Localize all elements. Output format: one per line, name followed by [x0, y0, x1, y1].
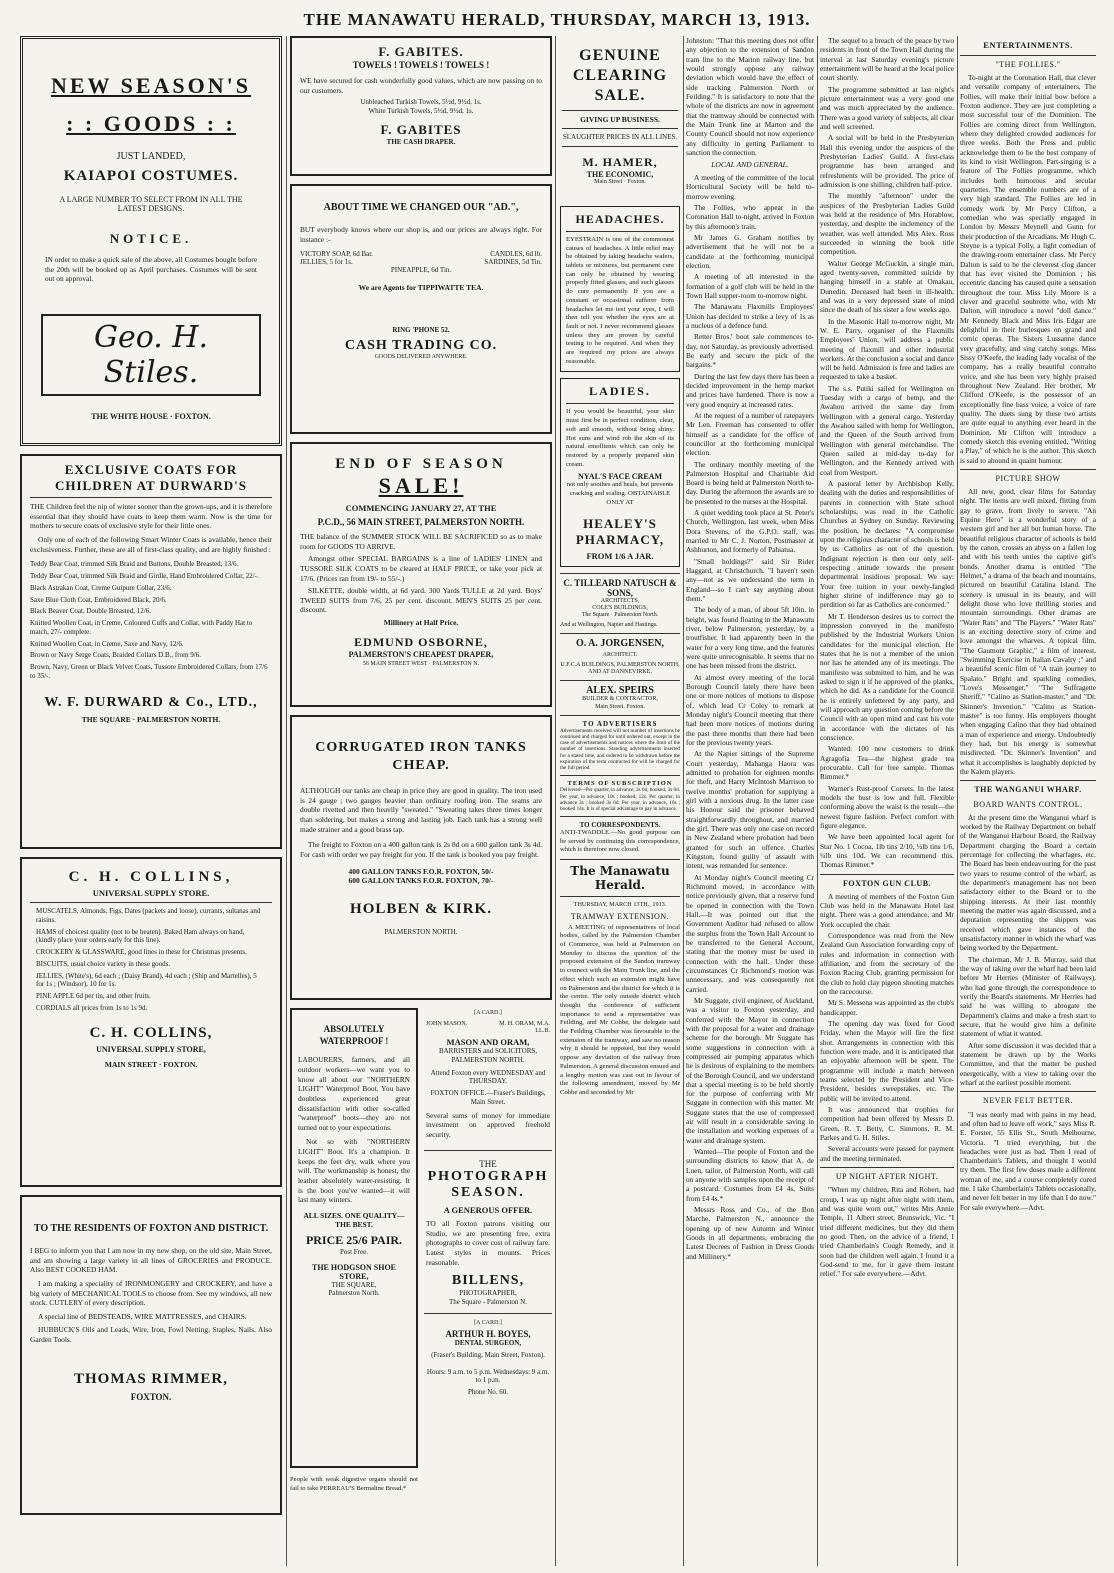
holben-name: HOLBEN & KIRK. — [350, 901, 492, 918]
hamer-name: M. HAMER, — [582, 154, 658, 169]
ladies-advert — [560, 378, 680, 567]
column-6 — [960, 36, 1096, 1214]
jorgensen-name: O. A. JORGENSEN, — [575, 637, 665, 649]
stiles-select: A LARGE NUMBER TO SELECT FROM IN ALL THE LATEST DESIGNS. — [59, 195, 243, 213]
hamer-advert — [560, 36, 680, 188]
card-text: Several sums of money for immediate investment on approved freehold security. — [426, 1110, 550, 1139]
osborne-text3: SILKETTE, double width, at 6d yard. 300 Yards TULLE at 2d yard. Boys' TWEED SUITS from 7/6, 25 per cent. discount. MEN'S SUITS 25 per cent. discount. — [300, 586, 542, 615]
tramway-text: A MEETING of representatives of local bodies, called by the Palmerston Chamber of Commerce, was held at Palmerston on Monday to discuss the question of the proposed extension of the Sandon tramway to connect with the Main Trunk line, and the effect which such an extension might have on Palmerston and the district for which it is the centre. The only outside district which thought the conference of sufficient importance to send a representative was Feilding, and Mr Cobbe, the delegate said the Feilding Chamber was favourable to the extension of the tramway, and saw no reason why it should be opposed, but they would oppose any deviation of the railway from Palmerston. A general discussion ensued and a lengthy motion was cast out in favour of the following amendment, moved by Mr Cobbe and seconded by Mr — [560, 923, 680, 1096]
card-attend: Attend Foxton every WEDNESDAY and THURSDAY. — [430, 1068, 546, 1086]
osborne-text2: Amongst other SPECIAL BARGAINS is a line of LADIES' LINEN and TUSSORE SILK COATS to be cleared at HALF PRICE, or take your pick at 17/6. (Prices ran from 19/- to 55/-.) — [300, 554, 542, 583]
column-rule — [957, 36, 958, 1566]
news-paragraph: The chairman, Mr J. B. Murray, said that the way of taking over the wharf had been laid before Mr Herries (Minister of Railways), who had gone through the correspondence to verify the Board's statements. Mr Herries had said he was willing to abrogate the Department's claims and make a fresh start to secure, that he would give him a definite statement of what it wanted. — [960, 954, 1096, 1039]
news-paragraph: Wanted—The people of Foxton and the surrounding districts to know that A. de Luen, tailor, of Palmerston North, will call on anyone with samples upon the receipt of a postcard. Costumes from £4 4s, Suits from £4 4s.* — [686, 1147, 814, 1203]
billens-title: PHOTOGRAPH SEASON. — [427, 1168, 549, 1201]
stiles-advert — [20, 36, 282, 446]
ladies-name: HEALEY'S PHARMACY, — [575, 515, 665, 547]
billens-address: The Square - Palmerston N. — [449, 1298, 527, 1307]
news-paragraph: Several accounts were passed for payment and the meeting terminated. — [820, 1144, 954, 1163]
news-paragraph: The s.s. Putiki sailed for Wellington on Tuesday with a cargo of hemp, and the Awahou arrived the same day from Wellington with a general cargo. Yesterday the Awahou sailed with hemp for Wellington, and the Queen of the South arrived from Wellington with general merchandise. The Queen sailed at mid-day to-day for Wellington, and the Kennedy arrived with coal from Westport. — [820, 383, 954, 477]
headaches-advert — [560, 206, 680, 373]
osborne-pcd: P.C.D., 56 MAIN STREET, PALMERSTON NORTH. — [317, 517, 525, 527]
hodgson-name: THE HODGSON SHOE STORE, — [311, 1262, 397, 1281]
rimmer-advert — [20, 1195, 282, 1515]
collins-name: C. H. COLLINS, — [89, 1024, 213, 1041]
list-item: Brown or Navy Serge Coats, Braided Collars D.B., from 9/6. — [30, 651, 201, 660]
news-paragraph: To-night at the Coronation Hall, that clever and versatile company of entertainers, The Follies, will make their initial bow before a Foxton audience. They are just completing a most successful tour of the Dominion. The Follies are coming direct from Wellington, where they delighted crowded audiences for three weeks. Both the Press and public acknowledge them to be the best company of its kind to visit Wellington. Part-singing is a feature of The Follies programme, which includes both humorous and secular quartettes. The ensemble numbers are of a very high standard. The Follies are led in comedy work by Mr Percy Clifton, a comedian who was specially engaged in London by Messrs Meynell and Gunn for their production of the Arcadians. Mr Hugh C. Steyne is a typical Folly, a light comedian of the drawing-room entertainer class. Mr Percy Dalton is said to be the cleverest clog dancer that has ever visited the Dominion ; his eccentric dancing has caused quite a sensation throughout the tour. Miss Lily Moore is a clever and graceful soubrette who, with Mr Dalton, will introduce a novel "doll dance." Mr Kennedy Black and Miss Iris Edgar are delightful in their burlesques on grand and comic operas. The Sisters Lussanne dance very gracefully, and sing catchy songs. Miss Sissy O'Keefe, the leading lady vocalist of the company, has a really beautiful contralto voice, and she has been very highly praised throughout New Zealand. Her brother, Mr Clifford O'Keefe, is the possessor of an exceptionally fine bass voice, a voice of rare quality. The duets sung by these two artists are quite equal to anything ever heard in the Dominion. Mr Clifton will introduce a comedy sketch this evening entitled, "Writing a Play," of which he is the author. This sketch is said to abound in quaint humour. — [960, 73, 1096, 465]
hamer-address: Main Street · Foxton. — [594, 178, 646, 185]
news-paragraph: The programme submitted at last night's picture entertainment was a very good one and was much appreciated by the audience. There was a good variety of subjects, all clear and well screened. — [820, 84, 954, 131]
holben-title: CORRUGATED IRON TANKS CHEAP. — [315, 740, 527, 773]
durward-advert — [20, 454, 282, 849]
boyes-card — [424, 1318, 552, 1399]
card-label: [A CARD.] — [474, 1319, 502, 1326]
boyes-address: (Fraser's Building, Main Street, Foxton). — [431, 1350, 545, 1359]
news-paragraph: At the request of a number of ratepayers Mr Len. Freeman has consented to offer himself as a candidate for the office of councillor at the forthcoming municipal election. — [686, 410, 814, 458]
gabites-name2: F. GABITES — [380, 121, 462, 137]
column-2 — [290, 36, 552, 1493]
list-item: Knitted Woollen Coat, in Creme, Saxe and Navy, 12/6. — [30, 639, 184, 648]
speirs-addr: Main Street. Foxton. — [595, 703, 645, 710]
rimmer-name: THOMAS RIMMER, — [74, 1370, 228, 1387]
hodgson-text2: Not so with "NORTHERN LIGHT" Boot. It's a champion. It keeps the feet dry, walk where you will. The workmanship is honest, the leather absolutely water-resisting. It is the boot you've wanted—it will last many winters. — [298, 1137, 410, 1205]
list-item: HAMS of choicest quality (not to be beaten). Baked Ham always on hand, (kindly place your orders early for this line). — [36, 927, 245, 945]
rimmer-text4: HUBBUCK'S Oils and Leads, Wire, Iron, Fowl Netting, Staples, Nails. Also Garden Tools. — [30, 1325, 272, 1344]
hodgson-sizes: ALL SIZES. ONE QUALITY—THE BEST. — [303, 1210, 405, 1229]
gabites-towels: TOWELS ! TOWELS ! TOWELS ! — [352, 60, 490, 70]
card-sub: BARRISTERS and SOLICITORS, PALMERSTON NORTH. — [438, 1047, 538, 1064]
wharf-subtitle: BOARD WANTS CONTROL. — [973, 799, 1083, 809]
news-paragraph: All new, good, clear films for Saturday night. The items are well mixed, flitting from gay to grave, from lively to severe. "An Equine Hero" is a wonderful story of a western girl and her all but human horse. The beautiful religious character of schools is held by the canon, crosses an abyss on a fallen log and with his teeth unties the captive girl's bonds. Another drama is entitled "The Helmet," a drama of the beach and mountains, pictured on beautiful Catalina Island. The scenery is unusual in its beauty, and will delight those who love thrilling stories and mountain surroundings. Other dramas are "Water Rats" and "The Players." "Water Rats" is an exciting detective story of crime and love amongst the wharves. A topical film, "The Gaumont Graphic," a film of interest, "Swimming Exercise in Italian Cavalry ;" and a beautiful scenic film of "A train journey to Spalato." Bright and sparkling comedies, "Love's Messenger," "The Suffragette Sheriff," "Calino as Station-master," and "Dr. Skinner's Invention." "Calino as Station-master" is too funny. His employers thought when engaging Calino that they had obtained a man of experience and energy. Undoubtedly they had, but his energy is somewhat misdirected. "Dr. Skinner's Invention" and what it accomplishes is laughably depicted by the Kalem players. — [960, 487, 1096, 776]
tilleard-sub: ARCHITECTS, — [600, 598, 640, 605]
holben-line1: 400 GALLON TANKS F.O.R. FOXTON, 50/- — [348, 867, 494, 877]
masthead: THE MANAWATU HERALD, THURSDAY, MARCH 13, 1913. — [303, 10, 811, 29]
speirs-name: ALEX. SPEIRS — [586, 685, 654, 697]
holben-advert — [290, 715, 552, 1000]
column-1 — [20, 36, 282, 1523]
news-paragraph: We have been appointed local agent for Star No. 1 Cocoa, 1lb tins 2/10, ½lb tins 1/6, ¼lb tins 10d. We can recommend this. Thomas Rimmer.* — [820, 832, 954, 870]
boyes-hours: Hours: 9 a.m. to 5 p.m. Wednesdays: 9 a.m. to 1 p.m. — [426, 1367, 550, 1385]
tramway-continued: Johnston: "That this meeting does not offer any objection to the extension of Sandon tram line to the Marton railway line, but would strongly oppose any railway deviation which would have the effect of side tracking Palmerston North or Feilding." It is satisfactory to note that the whole of the districts are now in agreement that the tramway should be connected with the Main Trunk line at Marton and the County Council should not now experience any difficulty in getting Parliament to sanction the connection. — [686, 36, 814, 157]
news-paragraph: During the last few days there has been a decided improvement in the hemp market and prices have hardened. There is now a very good enquiry at increased rates. — [686, 371, 814, 409]
durward-intro: THE Children feel the nip of winter sooner than the grown-ups, and it is therefore essential that they should have coats to keep them warm. Now is the time for mothers to secure coats of exclusive style for their little ones. — [30, 502, 272, 531]
ladies-text: If you would be beautiful, your skin must first be in perfect condition, clear, soft and smooth, without being shiny. Hot suns and wind rob the skin of its natural emollients which can only be restored by a properly prepared skin cream. — [566, 408, 674, 468]
ladies-product: NYAL'S FACE CREAM — [577, 472, 662, 482]
news-paragraph: Messrs Ross and Co., of the Bon Marche, Palmerston N., announce the opening up of new Autumn and Winter Goods in all departments, embracing the Latest Decrees of Fashion in Dress Goods and Millinery.* — [686, 1205, 814, 1261]
hamer-slaughter: SLAUGHTER PRICES IN ALL LINES. — [562, 133, 678, 141]
hamer-giving: GIVING UP BUSINESS. — [580, 115, 660, 124]
advertisers-notice — [560, 720, 680, 772]
stiles-white-house: THE WHITE HOUSE · FOXTON. — [91, 411, 211, 421]
up-night-title: UP NIGHT AFTER NIGHT. — [835, 1171, 939, 1181]
follies-title: "THE FOLLIES." — [995, 59, 1061, 69]
news-paragraph: A meeting of the committee of the local Horticultural Society will be held to-morrow evening. — [686, 172, 814, 201]
column-2-lower-left — [290, 1008, 418, 1493]
card-right: M. H. ORAM, M.A. LL.B. — [499, 1020, 550, 1035]
news-paragraph: Mr Suggate, civil engineer, of Auckland, was a visitor to Foxton yesterday, and conferred with the Mayor in connection with the proposal for a water and drainage scheme for the borough. Mr Suggate has some suggestions in connection with a compressed air pumping apparatus which he is desirous of explaining to the members of the Borough Council, and we understand that a special meeting is to be held shortly for the purpose of conferring with Mr Suggate in connection with this matter. Mr Suggate states that the use of compressed air will result in a considerable saving in the installation and working expenses of a water and drainage system. — [686, 995, 814, 1145]
news-paragraph: The sequel to a breach of the peace by two residents in front of the Town Hall during the interval at last Saturday evening's picture entertainment will be heard at the local police court shortly. — [820, 36, 954, 83]
collins-title: C. H. COLLINS, — [68, 869, 234, 885]
news-paragraph: Walter George McGuckin, a single man, aged twenty-seven, committed suicide by hanging himself in a stable at Omakau, Dunedin. Deceased had been in ill-health, and was in a very depressed state of mind since the death of his sister a few weeks ago. — [820, 258, 954, 315]
billens-sub: PHOTOGRAPHER, — [459, 1289, 517, 1298]
correspondents-text: ANTI-TWADDLE.—No good purpose can be served by continuing this correspondence, which is therefore now closed. — [560, 829, 680, 854]
news-paragraph: At almost every meeting of the local Borough Council lately there have been one or more notices of motions to dispose of, which lead Cr Coley to remark at Monday night's Council meeting that there had been more notices of motions during the past three months than there had been for the previous twenty years. — [686, 672, 814, 748]
cash-sub: GOODS DELIVERED ANYWHERE. — [374, 354, 468, 360]
list-item: MUSCATELS, Almonds, Figs, Dates (packets and loose), currants, sultanas and raisins. — [36, 907, 261, 924]
news-paragraph: A pastoral letter by Archbishop Kelly, dealing with the duties and responsibilities of parents in connection with State school scholarships, was read in the Catholic Churches at Sydney on Sunday. Reviewing the position, he declares: "A compromise upon the religious character of schools is held by us Catholics as out of the question. Indignant rejection is then our only self-respecting attitude towards the present departmental insidious proposal. We say: Your free tuition in your newly-fangled higher shrine of indifference may go to perdition so far as Catholics are concerned." — [820, 479, 954, 610]
osborne-name: EDMUND OSBORNE, — [354, 635, 488, 649]
news-paragraph: The opening day was fixed for Good Friday, when the Mayor will fire the first shot. Arrangements in connection with this function were made, and it is anticipated that an enjoyable afternoon will be spent. The programme will include a match between teams selected by the President and Vice-President, besides sweepstakes, etc. The public will be invited to attend. — [820, 1019, 954, 1103]
cash-pine: PINEAPPLE, 6d Tin. — [390, 266, 452, 275]
stiles-notice: NOTICE. — [109, 231, 193, 246]
list-item: BISCUITS, usual choice variety in these goods. — [36, 959, 171, 968]
rimmer-title: TO THE RESIDENTS OF FOXTON AND DISTRICT. — [33, 1223, 269, 1234]
durward-name: W. F. DURWARD & Co., LTD., — [44, 694, 258, 710]
news-paragraph: The monthly "afternoon" under the auspices of the Presbyterian Ladies Guild was held at the residence of Mrs Horablow, yesterday, and despite the inclemency of the weather, was well attended. Mrs Alex. Ross succeeded in winning the book title competition. — [820, 191, 954, 257]
holben-text2: The freight to Foxton on a 400 gallon tank is 2s 8d on a 600 gallon tank 3s 4d. For cash with order we pay freight for you. If the tank is booked you pay freight. — [300, 840, 542, 859]
column-rule — [683, 36, 684, 1566]
boyes-sub: DENTAL SURGEON, — [454, 1338, 522, 1347]
list-item: Teddy Bear Coat, trimmed Silk Braid and Buttons, Double Breasted, 13/6. — [30, 560, 239, 569]
billens-the: THE — [479, 1158, 497, 1169]
never-felt-better-title: NEVER FELT BETTER. — [982, 1096, 1074, 1106]
list-item: Brown, Navy, Green or Black Velvet Coats, Tussore Embroidered Collars, from 17/6 to 35/-. — [30, 663, 268, 680]
dateline: THURSDAY, MARCH 13TH., 1913. — [573, 900, 667, 908]
hamer-title: GENUINE CLEARING SALE. — [572, 47, 668, 104]
stiles-signature: Geo. H. Stiles. — [41, 314, 261, 396]
column-rule — [817, 36, 818, 1566]
boyes-phone: Phone No. 60. — [467, 1388, 509, 1397]
stiles-notice-text: IN order to make a quick sale of the above, all Costumes bought before the 20th will be booked up as April purchases. Costumes will be sent out on approval. — [45, 255, 257, 284]
tramway-title: TRAMWAY EXTENSION. — [570, 911, 670, 921]
jorgensen-sub: ARCHITECT. — [602, 651, 638, 658]
stiles-title: NEW SEASON'S — [50, 73, 252, 98]
column-rule — [286, 36, 287, 1566]
osborne-sub: PALMERSTON'S CHEAPEST DRAPER, — [348, 650, 494, 659]
gun-club-title: FOXTON GUN CLUB. — [842, 878, 932, 888]
card-left: JOHN MASON. — [426, 1020, 468, 1028]
hamer-sub: THE ECONOMIC, — [586, 169, 654, 179]
billens-advert — [424, 1155, 552, 1309]
ladies-text2: not only soothes and heals, but prevents cracking and scaling. OBTAINABLE ONLY AT — [566, 481, 674, 506]
list-item: Black Astrakan Coat, Creme Guipure Collar, 23/6. — [30, 583, 172, 592]
card-label: [A CARD.] — [474, 1010, 502, 1016]
local-general-title: LOCAL AND GENERAL. — [711, 160, 789, 170]
ladies-price: FROM 1/6 A JAR. — [586, 551, 654, 562]
cash-trading-advert — [290, 184, 552, 434]
durward-intro2: Only one of each of the following Smart Winter Coats is available, hence their exclusiveness. Further, these are all of first-class quality, and are highly finished : — [30, 535, 272, 554]
cash-title: ABOUT TIME WE CHANGED OUR "AD.", — [323, 202, 519, 213]
osborne-commencing: COMMENCING JANUARY 27, AT THE — [345, 503, 497, 513]
ladies-title: LADIES. — [589, 384, 651, 399]
hodgson-post: Post Free. — [340, 1247, 368, 1256]
news-paragraph: The Manawatu Flaxmills Employees' Union has decided to strike a levy of 1s as a nucleus of a defence fund. — [686, 302, 814, 330]
headaches-title: HEADACHES. — [575, 211, 665, 226]
holben-line2: 600 GALLON TANKS F.O.R. FOXTON, 70/- — [348, 876, 494, 886]
collins-address: MAIN STREET · FOXTON. — [104, 1059, 198, 1069]
billens-name: BILLENS, — [451, 1273, 525, 1289]
news-paragraph: Warner's Rust-proof Corsets. In the latest models the bust is low and full. Flexible conforming above the waist is the result—the newest figure fashion. Perfect comfort with figure elegance. — [820, 783, 954, 830]
osborne-millinery: Millinery at Half Price. — [383, 618, 459, 627]
osborne-advert — [290, 442, 552, 707]
news-paragraph: The Follies, who appear in the Coronation Hall to-night, arrived in Foxton by this afternoon's train. — [686, 202, 814, 231]
column-rule — [555, 36, 556, 1566]
gabites-text: WE have secured for cash wonderfully good values, which are now passing on to our customers. — [300, 76, 542, 95]
collins-list — [30, 907, 272, 1013]
subscription-title: TERMS OF SUBSCRIPTION — [567, 780, 673, 788]
wharf-title: THE WANGANUI WHARF. — [974, 785, 1082, 795]
column-4 — [686, 36, 814, 1263]
list-item: Black Beaver Coat, Double Breasted, 12/6. — [30, 607, 151, 616]
osborne-sale: SALE! — [378, 473, 464, 498]
cash-phone: RING 'PHONE 52. — [392, 326, 450, 334]
tilleard-addr: The Square · Palmerston North. — [581, 612, 659, 619]
billens-offer: A GENEROUS OFFER. — [443, 1205, 533, 1216]
jorgensen-addr: U.F.C.A BUILDINGS, PALMERSTON NORTH, — [560, 661, 680, 668]
osborne-address: 56 MAIN STREET WEST · PALMERSTON N. — [362, 661, 480, 667]
news-paragraph: Wanted: 100 new customers to drink Agragofia Tea—the highest grade tea procurable. Call for free sample. Thomas Rimmer.* — [820, 744, 954, 782]
rimmer-text3: A special line of BEDSTEADS, WIRE MATTRESSES, and CHAIRS. — [38, 1311, 247, 1321]
boyes-name: ARTHUR H. BOYES, — [445, 1328, 531, 1339]
news-paragraph: A meeting of all interested in the formation of a golf club will be held in the Town Hall supper-room to-morrow night. — [686, 272, 814, 300]
news-paragraph: At the present time the Wanganui wharf is worked by the Railway Department on behalf of the Wanganui Harbour Board, the Railway Department charging the Board a certain percentage for collecting the wharfages, etc. The Board has been endeavouring for the past two years to resume control of the wharf, as the department's management has not been satisfactory either to the Board or to the shipping interests. At their last monthly meeting the matter was again discussed, and a deputation representing the shippers was received which gave instances of the unsatisfactory manner in which the wharf was being worked by the Department. — [960, 812, 1096, 953]
correspondents-title: TO CORRESPONDENTS. — [579, 821, 661, 830]
hodgson-price: PRICE 25/6 PAIR. — [305, 1232, 403, 1247]
newspaper-flag: The Manawatu Herald. — [570, 863, 670, 892]
list-item: CROCKERY & GLASSWARE, good lines in these for Christmas presents. — [36, 948, 247, 956]
gabites-line2: White Turkish Towels, 5½d, 9½d, 1s. — [368, 107, 474, 115]
cash-text: BUT everybody knows where our shop is, and our prices are always right. For instance :- — [300, 225, 542, 244]
cash-name: CASH TRADING CO. — [344, 338, 498, 353]
news-paragraph: A social will be held in the Presbyterian Hall this evening under the auspices of the Presbyterian Ladies' Guild. A first-class programme has been arranged and refreshments will be provided. The price of admission is one shilling, children half-price. — [820, 133, 954, 189]
gabites-line1: Unbleached Turkish Towels, 5½d, 9½d, 1s. — [360, 98, 482, 107]
card-firm: MASON AND ORAM, — [446, 1037, 530, 1048]
jorgensen-card — [560, 638, 680, 677]
news-paragraph: "I was nearly mad with pains in my head, and often had to leave off work," says Miss R. E. Forster, 55 Ellis St., South Melbourne, Victoria. "I tried everything, but the headaches were just as bad. Then I read of Chamberlain's Tablets, and thought I would try them. The first few doses made a different woman of me, and a course completely cured me. I take Chamberlain's Tablets occasionally, and never felt better in my life than I do now." For sale everywhere.—Advt. — [960, 1109, 1096, 1212]
news-paragraph: At the Napier sittings of the Supreme Court yesterday, Mahanga Haora was admitted to probation for eighteen months for theft, and Harry McIntosh Marrison to twelve months' probation for supplying a girl with a noxious drug. In the latter case his Honour said the prisoner behaved straightforwardly throughout, and married the girl. There was only one case on record in New Zealand where probation had been granted for such an offence. Charles Kingston, found guilty of assault with intent, was remanded for sentence. — [686, 749, 814, 871]
column-5 — [820, 36, 954, 1280]
news-paragraph: Mr James G. Graham notifies by advertisement that he will not be a candidate at the forthcoming municipal election. — [686, 232, 814, 270]
column-2-lower — [290, 1008, 552, 1493]
stiles-just: JUST LANDED, — [116, 151, 186, 162]
advertisers-text: Advertisements received will not number of insertions be continued and charged for until ordered out, except in the case of advertisements and notices where the limit of the number of insertions. Standing advertisements inserted for a stated time, and ordered to be withdrawn before the expiration of the term contracted for will be charged for the full period. — [560, 727, 680, 772]
news-paragraph: Mr S. Messena was appointed as the club's handicapper. — [820, 998, 954, 1017]
news-paragraph: The ordinary monthly meeting of the Palmerston Hospital and Charitable Aid Board is being held at Palmerston North to-day. During the afternoon the awards are to be presented to the nurses at the Hospital. — [686, 459, 814, 506]
list-item: JELLIES, 5 for 1s. — [300, 258, 353, 267]
card-office: FOXTON OFFICE.—Fraser's Buildings, Main Street. — [430, 1089, 546, 1106]
list-item: CANDLES, 6d lb. — [490, 250, 542, 259]
list-item: CORDIALS all prices from 1s to 1s 9d. — [36, 1003, 148, 1012]
holben-address: PALMERSTON NORTH. — [384, 928, 458, 937]
column-2-lower-right — [424, 1008, 552, 1493]
news-paragraph: A meeting of members of the Foxton Gun Club was held in the Manawatu Hotel last night. There was a good attendance, and Mr York occupied the chair. — [820, 891, 954, 929]
news-paragraph: The body of a man, of about 5ft 10in. in height, was found floating in the Manawatu river, below Palmerston, yesterday, by a troutfisher. It had apparently been in the water for a very long time, and the features were quite unrecognisable. It seems that no one has been missed from the district. — [686, 605, 814, 671]
perreau-notice: People with weak digestive organs should not fail to take PERREAU'S Bermaline Bread.* — [290, 1476, 418, 1492]
holben-text: ALTHOUGH our tanks are cheap in price they are good in quality. The iron used is 24 gauge ; two gauges heavier than ordinary roofing iron. The seams are double rivetted and then heavily "sweated." "Sweating takes three times longer than soldering, but makes a strong and lasting job. Each tank has a strong well made strainer and a good brass tap. — [300, 786, 542, 834]
list-item: JELLIES, (White's), 6d each ; (Daisy Brand), 4d each ; (Ship and Martelles), 5 for 1s ; (Windsor), 10 for 1s. — [36, 971, 257, 989]
collins-sub: UNIVERSAL SUPPLY STORE. — [92, 888, 210, 898]
hodgson-square: THE SQUARE, — [331, 1280, 377, 1289]
durward-title: EXCLUSIVE COATS FOR CHILDREN AT DURWARD'S — [55, 462, 247, 493]
hodgson-advert — [290, 1008, 418, 1468]
news-paragraph: It was announced that trophies for competition had been offered by Messrs D. Green, R. T. Betty, C. Simmons, R. M. Parkes and G. H. Stiles. — [820, 1105, 954, 1142]
mason-oram-card — [424, 1008, 552, 1142]
list-item: Saxe Blue Cloth Coat, Embroidered Black, 20/6. — [30, 595, 167, 604]
gabites-advert — [290, 36, 552, 176]
list-item: Knitted Woollen Coat, in Creme, Coloured Cuffs and Collar, with Paddy Hat to match, 27/- complete. — [30, 619, 253, 636]
headaches-text: EYESTRAIN is one of the commonest causes of headaches. A little relief may be obtained by taking headache wafers, tablets or mixtures, but permanent cure can only be obtained by wearing properly fitted glasses, and such glasses do cure permanently. If you are a constant or occasional sufferer from headaches let me test your eyes, I will then tell you whether the eyes are at fault or not. I never recommend glasses unless they are proven by careful testing to be required. And when they are required my prices are always reasonable. — [566, 235, 674, 365]
news-paragraph: Mr T. Henderson desires us to correct the impression conveyed in the manifesto published by the Industrial Workers Union candidates for the municipal election. He states that he is not a member of the union nor has he attended any of its meetings. The manifesto was submitted to him, and he was asked to sign it if he approved of the planks, which he did. As a candidate for the Council he is entirely unfettered by any party, and will approach any question coming before the Council with an open mind and cast his vote in accordance with the dictates of his conscience. — [820, 611, 954, 742]
durward-list — [30, 560, 272, 680]
stiles-goods: : : GOODS : : — [66, 111, 236, 136]
durward-address: THE SQUARE · PALMERSTON NORTH. — [81, 714, 221, 724]
news-paragraph: Retter Bros.' boot sale commences to-day, not Saturday, as previously advertised. Be early and secure the pick of the bargains.* — [686, 332, 814, 370]
speirs-sub: BUILDER & CONTRACTOR, — [582, 696, 658, 703]
stiles-kaiapoi: KAIAPOI COSTUMES. — [63, 168, 239, 184]
subscription-text: Delivered—Per quarter, in advance, 2s 6d, booked, 3s 0d. Per year, in advance, 10s ; booked, 12s. Per quarter, in advance 3s ; booked 3s 6d. Per year, in advance, 10s ; booked 14s. It is of special advantage to pay in advance. — [560, 787, 680, 813]
advertisers-title: TO ADVERTISERS — [582, 719, 658, 728]
rimmer-text1: I BEG to inform you that I am now in my new shop, on the old site, Main Street, and am showing a large variety in all lines of GROCERIES and PRODUCE. Also BEST COOKED HAM. — [30, 1246, 272, 1275]
tilleard-card — [560, 578, 680, 629]
news-paragraph: A quiet wedding took place at St. Peter's Church, Wellington, last week, when Miss Dora Stevens, of the G.P.O. staff, was married to Mr C. J. Norton, Postmaster at Ashhurton, and formerly of Pahiatua. — [686, 508, 814, 555]
osborne-title: END OF SEASON — [335, 456, 507, 472]
rimmer-town: FOXTON. — [130, 1391, 172, 1402]
column-3 — [560, 36, 680, 1098]
collins-name-sub: UNIVERSAL SUPPLY STORE, — [96, 1044, 206, 1054]
cash-agents: We are Agents for TIPPIWATTE TEA. — [358, 283, 484, 292]
news-paragraph: "Small holdings?" said Sir Rider Haggard, at Christchurch. "I haven't seen any—not as we understand the term in England—so I can't say anything about them." — [686, 556, 814, 604]
news-paragraph: After some discussion it was decided that a statement be drawn up by the Works Committee, and that the matter be pushed energetically, with a view to taking over the wharf at the earliest possible moment. — [960, 1040, 1096, 1087]
osborne-text: THE balance of the SUMMER STOCK WILL BE SACRIFICED so as to make room for GOODS TO ARRIVE. — [300, 532, 542, 551]
picture-show-title: PICTURE SHOW — [995, 473, 1061, 483]
rimmer-text2: I am making a speciality of IRONMONGERY and CROCKERY, and have a big variety of MECHANICAL TOOLS to choose from. See my windows, all new stock. CUTLERY of every description. — [30, 1278, 272, 1308]
entertainments-title: ENTERTAINMENTS. — [983, 40, 1073, 50]
cash-items — [300, 250, 542, 266]
list-item: Teddy Bear Coat, trimmed Silk Braid and Girdle, Hand Embroidered Collar, 22/-. — [30, 572, 259, 581]
hodgson-title: ABSOLUTELY WATERPROOF ! — [319, 1024, 389, 1046]
tilleard-also: And at Wellington, Napier and Hastings. — [560, 621, 658, 628]
news-paragraph: At Monday night's Council meeting Cr Richmond moved, in accordance with notice previously given, that a reserve fund be opened in connection with the Town Hall.—It was pointed out that the Government Auditor had refused to allow the surplus from the Town Hall Account to be transferred to the General Account, stating that the money must be used in connection with the hall. Under these circumstances Cr Richmond's motion was unnecessary, and was consequently not carried. — [686, 872, 814, 994]
list-item: VICTORY SOAP, 6d Bar. — [300, 250, 373, 259]
news-paragraph: In the Masonic Hall to-morrow night, Mr W. E. Parry, organiser of the Flaxmills Employees' Union, will address a public meeting of flaxmill and other industrial workers. At the conclusion a social and dance will be held. Admission is free and ladies are requested to take a basket. — [820, 316, 954, 382]
tilleard-name: C. TILLEARD NATUSCH & SONS, — [563, 578, 677, 599]
news-paragraph: "When my children, Rita and Robert, had croup, I was up night after night with them, and was quite worn out," writes Mrs Annie Temple, 11 Albert street, Brunswick, Vic. "I tried different medicines, but they did them no good. Then, on the advice of a friend, I tried Chamberlain's Cough Remedy, and it soon had the children well again. I found it a God-send to me, for it gave them instant relief." For sale everywhere.—Advt. — [820, 1185, 954, 1279]
subscription-notice — [560, 780, 680, 812]
speirs-card — [560, 685, 680, 710]
list-item: PINE APPLE 6d per tin, and other fruits. — [36, 992, 151, 1000]
hodgson-town: Palmerston North. — [328, 1289, 380, 1298]
correspondents-notice — [560, 821, 680, 854]
gabites-sub: THE CASH DRAPER. — [386, 137, 456, 146]
billens-text: TO all Foxton patrons visiting our Studio, we are presenting free, extra photographs to cover cost of railway fare. Latest styles in mounts. Prices reasonable. — [426, 1219, 550, 1267]
collins-advert — [20, 857, 282, 1187]
tilleard-bldg: COLE'S BUILDINGS, — [592, 605, 648, 612]
news-paragraph: Correspondence was read from the New Zealand Gun Association forwarding copy of rules and information in connection with affiliation, and from the secretary of the Foxton Racing Club, granting permission for the club to hold clay pigeon shooting matches on the racecourse. — [820, 931, 954, 997]
jorgensen-also: AND AT DANNEVIRKE. — [588, 669, 652, 676]
list-item: SARDINES, 5d Tin. — [484, 258, 542, 267]
hodgson-text: LABOURERS, farmers, and all outdoor workers—we want you to know all about our "NORTHERN LIGHT" Waterproof Boot. You have doubtless experienced great dissatisfaction with other so-called "waterproof" boots—they are not turned out to your expectations. — [298, 1055, 410, 1132]
gabites-name: F. GABITES. — [378, 44, 464, 59]
